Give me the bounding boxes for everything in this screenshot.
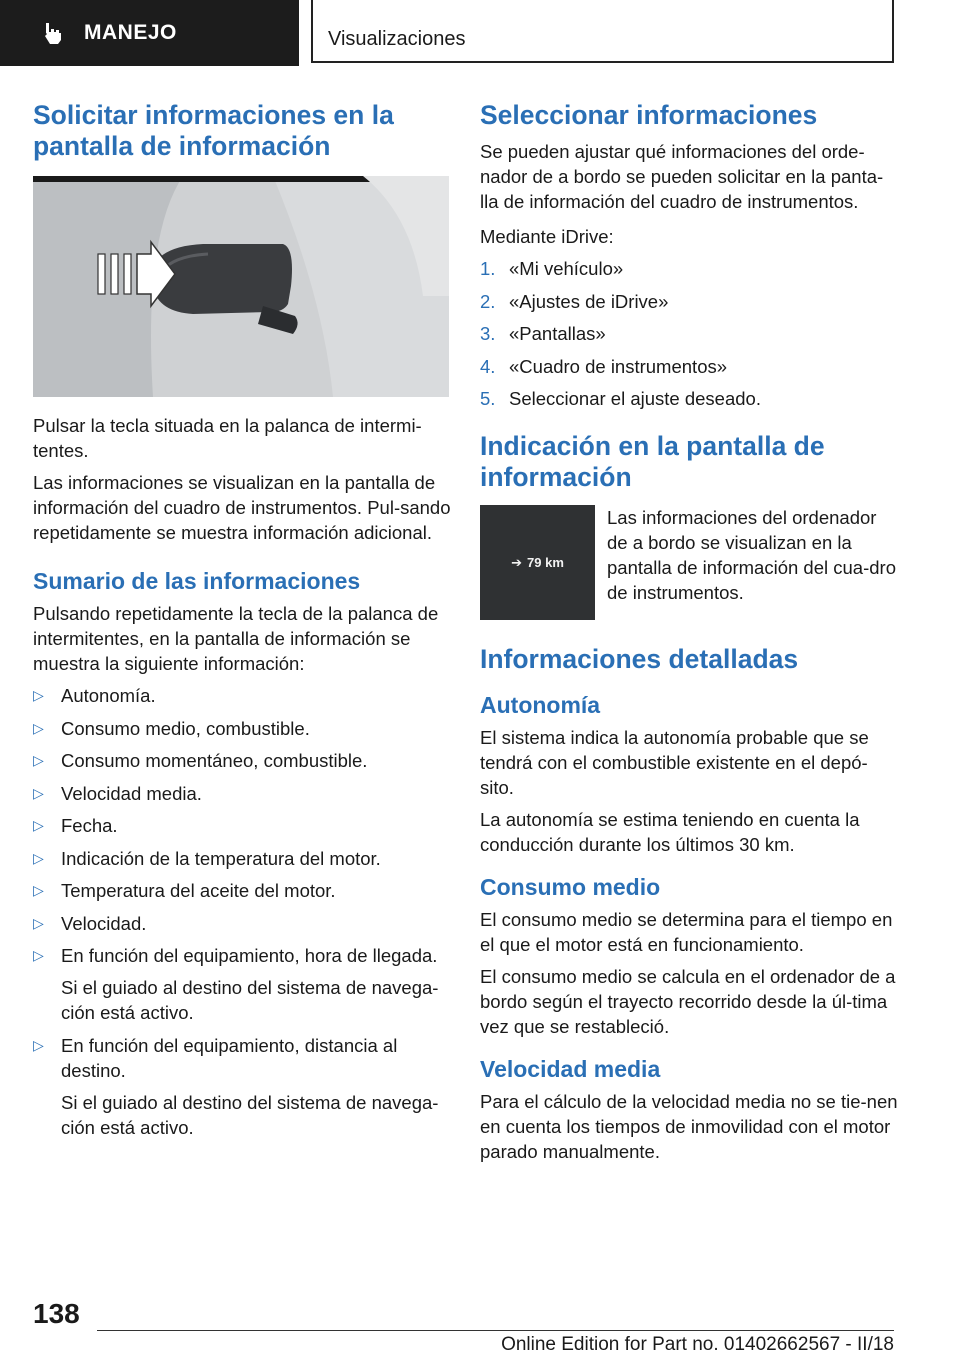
list-item: ▷ Autonomía. — [33, 685, 156, 706]
subsection-box — [311, 0, 894, 63]
paragraph: Mediante iDrive: — [480, 226, 614, 247]
heading-average-consumption: Consumo medio — [480, 874, 661, 900]
paragraph: Las informaciones del ordenador de a bordo se visualizan en la pantalla de información del cua-dro de instrumentos. — [607, 507, 896, 603]
paragraph: Las informaciones se visualizan en la pantalla de información del cuadro de instrumentos. Pul-sando repetidamente se muestra información adicional. — [33, 472, 451, 543]
triangle-bullet-icon: ▷ — [33, 914, 44, 931]
triangle-bullet-icon: ▷ — [33, 947, 44, 963]
triangle-bullet-icon: ▷ — [33, 752, 44, 768]
hand-icon — [40, 20, 66, 46]
list-item: ▷ En función del equipamiento, distancia al destino. Si el guiado al destino del sistema de navega-ción está activo. — [33, 1034, 439, 1138]
subsection-title: Visualizaciones — [328, 28, 466, 50]
paragraph: El sistema indica la autonomía probable que se tendrá con el combustible existente en el depó-sito. — [480, 727, 869, 798]
heading-range: Autonomía — [480, 692, 601, 718]
list-item: 2. «Ajustes de iDrive» — [480, 290, 669, 312]
heading-detailed-info: Informaciones detalladas — [480, 644, 799, 674]
page-header — [0, 0, 960, 66]
range-arrow-icon: ➔ — [511, 554, 523, 570]
triangle-bullet-icon: ▷ — [33, 687, 44, 703]
footer-divider — [97, 1330, 894, 1331]
list-item: 1. «Mi vehículo» — [480, 258, 624, 279]
list-item: 3. «Pantallas» — [480, 323, 606, 344]
list-item: ▷ Temperatura del aceite del motor. — [33, 880, 336, 901]
steps-list — [480, 256, 900, 411]
paragraph: El consumo medio se calcula en el ordenador de a bordo según el trayecto recorrido desde la úl-tima vez que se restableció. — [480, 966, 896, 1037]
paragraph: El consumo medio se determina para el tiempo en el que el motor está en funcionamiento. — [480, 909, 893, 955]
paragraph: Para el cálculo de la velocidad media no se tie-nen en cuenta los tiempos de inmovilidad con el motor parado manualmente. — [480, 1091, 898, 1162]
triangle-bullet-icon: ▷ — [33, 817, 44, 833]
list-item: 4. «Cuadro de instrumentos» — [480, 355, 728, 377]
triangle-bullet-icon: ▷ — [33, 882, 44, 898]
left-column — [33, 100, 451, 1147]
display-block — [480, 505, 900, 620]
list-item: ▷ Fecha. — [33, 815, 118, 836]
list-item: ▷ Velocidad. — [33, 912, 147, 934]
heading-select-info: Seleccionar informaciones — [480, 100, 818, 130]
heading-request-info: Solicitar informaciones en la pantalla de información — [33, 100, 394, 161]
heading-summary: Sumario de las informaciones — [33, 568, 361, 594]
info-list — [33, 683, 451, 1140]
triangle-bullet-icon: ▷ — [33, 1036, 44, 1053]
list-item: ▷ En función del equipamiento, hora de llegada. Si el guiado al destino del sistema de navega-ción está activo. — [33, 945, 439, 1023]
triangle-bullet-icon: ▷ — [33, 849, 44, 866]
turn-signal-lever-image — [33, 176, 449, 397]
heading-display: Indicación en la pantalla de información — [480, 431, 825, 492]
triangle-bullet-icon: ▷ — [33, 719, 44, 736]
list-item: ▷ Velocidad media. — [33, 782, 202, 804]
page-number: 138 — [33, 1298, 80, 1329]
edition-text: Online Edition for Part no. 01402662567 - II/18 — [501, 1334, 894, 1355]
paragraph: La autonomía se estima teniendo en cuenta la conducción durante los últimos 30 km. — [480, 809, 860, 855]
paragraph: Pulsando repetidamente la tecla de la palanca de intermitentes, en la pantalla de información se muestra la siguiente información: — [33, 603, 439, 674]
list-item: ▷ Indicación de la temperatura del motor. — [33, 847, 381, 869]
cluster-display-image — [480, 505, 595, 620]
paragraph: Se pueden ajustar qué informaciones del orde-nador de a bordo se pueden solicitar en la panta-lla de información del cuadro de instrumentos. — [480, 141, 884, 212]
list-item: ▷ Consumo medio, combustible. — [33, 717, 310, 739]
section-title: MANEJO — [84, 21, 177, 44]
paragraph: Pulsar la tecla situada en la palanca de intermi-tentes. — [33, 415, 422, 461]
triangle-bullet-icon: ▷ — [33, 784, 44, 801]
heading-average-speed: Velocidad media — [480, 1056, 661, 1082]
section-tab — [0, 0, 299, 66]
range-value: 79 km — [527, 555, 564, 570]
list-item: 5. Seleccionar el ajuste deseado. — [480, 388, 761, 409]
right-column — [480, 100, 900, 1171]
list-item: ▷ Consumo momentáneo, combustible. — [33, 750, 368, 771]
